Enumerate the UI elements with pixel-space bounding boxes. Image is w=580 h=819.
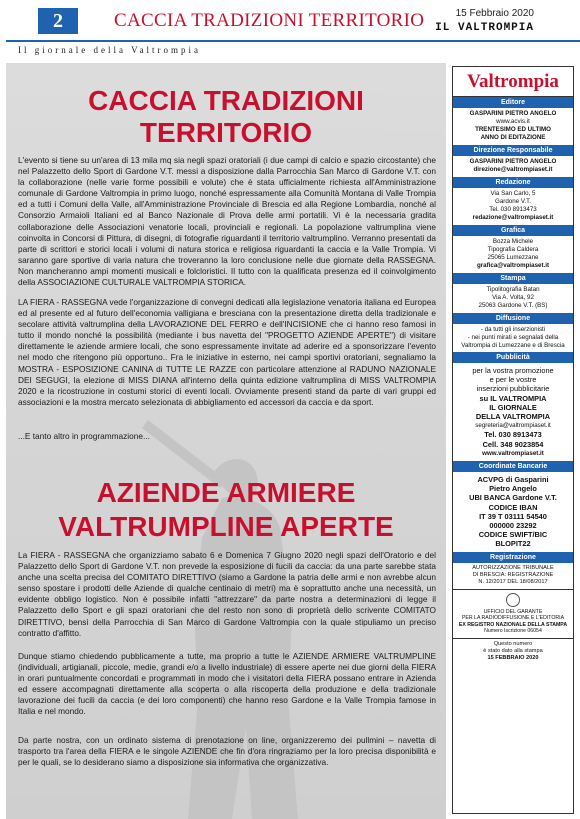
issue-date: 15 Febbraio 2020 (455, 8, 534, 19)
page-number: 2 (38, 8, 78, 34)
section-heading-registrazione: Registrazione (453, 552, 573, 563)
section-heading-pubblicita: Pubblicità (453, 352, 573, 363)
section-heading-grafica: Grafica (453, 225, 573, 236)
section-heading-direzione: Direzione Responsabile (453, 145, 573, 156)
article-paragraph: LA FIERA - RASSEGNA vede l'organizzazione di convegni dedicati alla legislazione venatoria italiana ed Europea ed al presente ed al futuro dell'economia valligiana e bresciana con la presentazione diretta della tradizionale e secolare attività valtrumplina della LAVORAZIONE DEL FERRO e dell'INCISIONE che ci hanno reso famosi in tutto il mondo nonché la possibilità (mediante i bus navetta del "PROGETTO AZIENDE APERTE") di visitare direttamente le aziende armiere locali, che sono espressamente invitate ad aderire ed a sponsorizzare l'evento nel modo che ritengono più opportuno.. Fra le iniziative in esterno, nei campi sportivi oratoriani, segnaliamo la MOSTRA - ESPOSIZIONE CANINA di TUTTE LE RAZZE con particolare attenzione al RADUNO NAZIONALE DEI SEGUGI, la elezione di MISS DIANA all'interno della quinta edizione valtrumplina di MISS VALTROMPIA 2020 e la ricostruzione in costumi storici di eventi locali. Ovviamente presenti stand da parte di vari gruppi ed associazioni e la mostra mercato selezionata di abbigliamento ed accessori da caccia e da sport. (18, 297, 436, 407)
article-title-line2: TERRITORIO (139, 117, 313, 148)
article-paragraph: ...E tanto altro in programmazione... (18, 431, 150, 441)
article-title-line1: AZIENDE ARMIERE (96, 477, 356, 508)
article-paragraph: L'evento si tiene su un'area di 13 mila mq sia negli spazi oratoriali (i due campi di calcio e spazio circostante) che nel Palazzetto dello Sport di Gardone V.T. messi a disposizione dalla Parrocchia San Marco di Gardone V.T. con la collaborazione (nelle varie forme possibili e volute) che è stata ufficialmente richiesta all'Amministrazione comunale di Gardone Valtrompia in primo luogo, nonché espressamente alla Comunità Montana di Valle Trompia ed a tutti i Comuni della Valle, all'Amministrazione Provinciale di Brescia ed alla Regione Lombardia, nonché al Consorzio Armaioli Italiani ed al Banco Nazionale di Prova delle armi portatili. Vi è la necessaria gradita collaborazione delle Associazioni venatorie locali, provinciali e regionali. La popolazione valtrumplina viene coinvolta in Concorsi di Pittura, di disegni, di fotografie riguardanti il territorio valtrumplino. Verranno presentati da parte di scrittori e storici locali i volumi di natura storica e religiosa riguardanti la caccia e la Valle Trompia. Vi saranno gare sportive di varia natura che troveranno la loro conclusione nelle due giornate della RASSEGNA. Non mancheranno ampi momenti musicali e folcloristici. Il tutto con la qualificata presenza ed il coinvolgimento della ASSOCIAZIONE CULTURALE VALTROMPIA STORICA. (18, 155, 436, 288)
section-heading-diffusione: Diffusione (453, 313, 573, 324)
section-title: CACCIA TRADIZIONI TERRITORIO (114, 10, 425, 31)
article-title-line2: VALTRUMPLINE APERTE (58, 511, 394, 542)
masthead-brand: IL VALTROMPIA (435, 22, 534, 34)
article-title-line1: CACCIA TRADIZIONI (88, 85, 364, 116)
colophon-sidebar: Valtrompia Editore GASPARINI PIETRO ANGELO www.acvis.it TRENTESIMO ED ULTIMO ANNO DI EDITAZIONE Direzione Responsabile GASPARINI PIETRO ANGELO direzione@valtrompiaset.it Redazione Via San Carlo, 5 Gardone V.T. Tel. 030 8913473 redazione@valtrompiaset.it Grafica Bozza Michele Tipografia Caldera 25065 Lumezzane grafica@valtrompiaset.it Stampa Tipolitografia Batan Via A. Volta, 92 25063 Gardone V.T. (BS) Diffusione - da tutti gli inserzionisti - nei punti mirati e segnalati della Valtrompia di Lumezzane e di Brescia Pubblicità per la vostra promozione e per le vostre inserzioni pubblicitarie su IL VALTROMPIA IL GIORNALE DELLA VALTROMPIA segreteria@valtrompiaset.it Tel. 030 8913473 Cell. 348 9023854 www.valtrompiaset.it Coordinate Bancarie ACVPG di Gasparini Pietro Angelo UBI BANCA Gardone V.T. CODICE IBAN IT 39 T 03111 54540 000000 23292 CODICE SWIFT/BIC BLOPIT22 Registrazione AUTORIZZAZIONE TRIBUNALE DI BRESCIA: REGISTRAZIONE N. 12/2017 DEL 18/08/2017 UFFICIO DEL GARANTE PER LA RADIODIFFUSIONE E L'EDITORIA EX REGISTRO NAZIONALE DELLA STAMPA Numero Iscrizione 06054 Questo numero è stato dato alla stampa 15 FEBBRAIO 2020 (452, 66, 574, 814)
article-paragraph: Dunque stiamo chiedendo pubblicamente a tutte, ma proprio a tutte le AZIENDE ARMIERE VALTRUMPLINE (individuali, artigianali, piccole, medie, grandi e/o a livello industriale) di essere aperte nei due giorni della FIERA in orari puntualmente concordati e programmati in modo che i visitatori della FIERA possano entrare in Azienda ed essere accompagnati direttamente alla scoperta o alla riscoperta della produzione e della tradizionale lavorazione dei fucili da caccia (e dei loro componenti) che hanno reso Gardone e la Valle Trompia famose in Italia e nel mondo. (18, 651, 436, 717)
section-heading-redazione: Redazione (453, 177, 573, 188)
section-heading-stampa: Stampa (453, 273, 573, 284)
state-emblem-icon (506, 593, 520, 607)
masthead-subtitle: Il giornale della Valtrompia (18, 45, 202, 55)
section-heading-editore: Editore (453, 97, 573, 108)
article-paragraph: La FIERA - RASSEGNA che organizziamo sabato 6 e Domenica 7 Giugno 2020 negli spazi dell'Oratorio e del Palazzetto dello Sport di Gardone V.T. non prevede la esposizione di fucili da caccia: da una parte sarebbe stata anche una scelta precisa del COMITATO DIRETTIVO (siamo a Gardone la patria delle armi e non avrebbe alcun senso spostare i prodotti delle Aziende di qualche centinaio di metri) ma è soprattutto anche una necessità, un evidente obbligo logistico. Non è possibile infatti "attrezzare" da parte nostra a determinazioni di legge il Palazzetto dello Sport e gli spazi oratoriani che del resto non sono di proprietà dello scrivente COMITATO DIRETTIVO, bensì della Parrocchia di San Marco di Gardone Valtrompia con la quale stipuliamo un preciso contratto d'affitto. (18, 550, 436, 638)
article-paragraph: Da parte nostra, con un ordinato sistema di prenotazione on line, organizzeremo dei pullmini – navetta di trasporto tra l'area della FIERA e le singole AZIENDE che fin d'ora ringraziamo per la loro precisa disponibilità e per le quali, se lo desiderano siamo a disposizione sia informativa che organizzativa. (18, 735, 436, 768)
section-heading-coordinate-bancarie: Coordinate Bancarie (453, 461, 573, 472)
page-header (0, 0, 580, 55)
header-rule (6, 40, 580, 42)
sidebar-logo: Valtrompia (453, 67, 573, 97)
main-content-panel (6, 63, 446, 819)
